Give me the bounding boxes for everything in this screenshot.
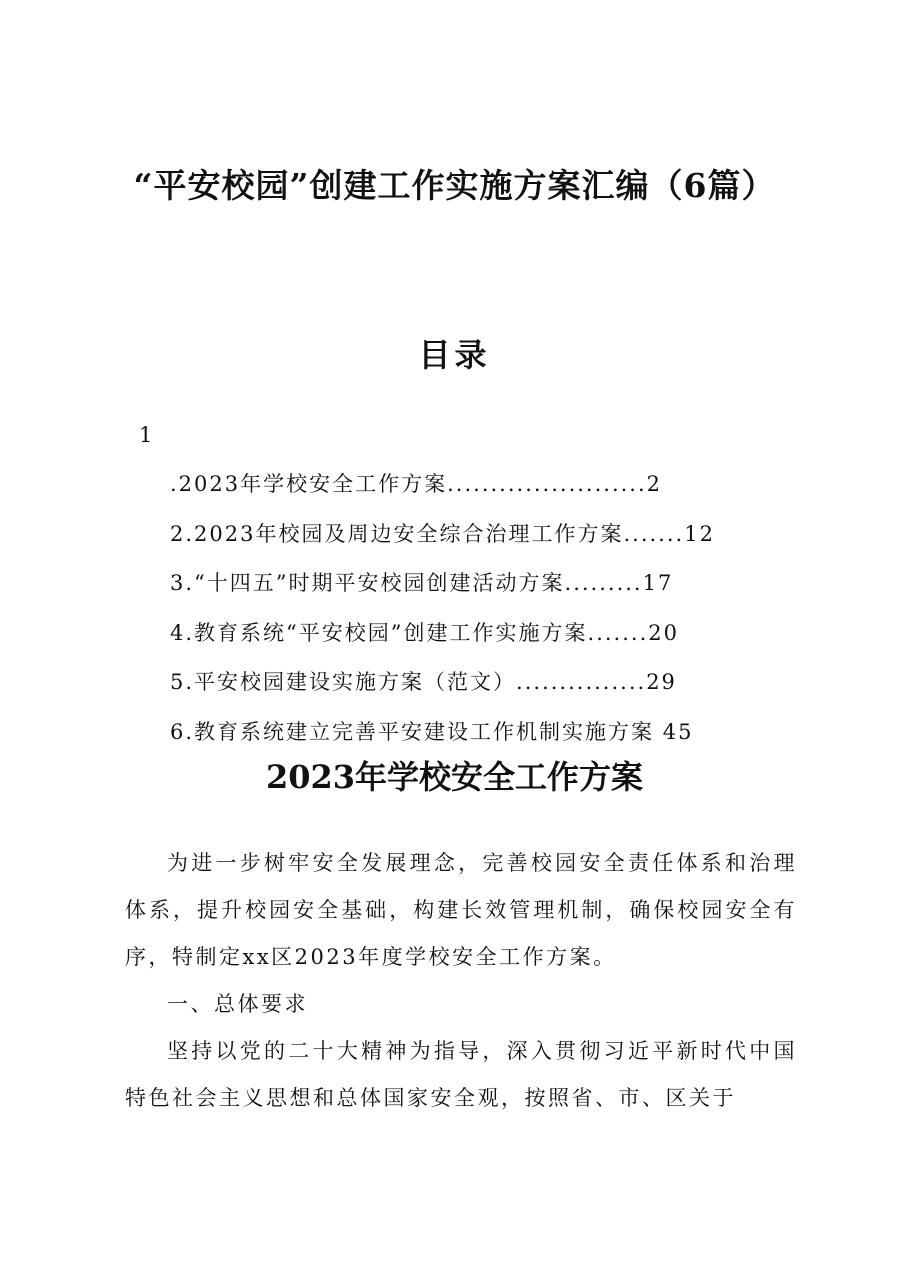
- toc-item[interactable]: [170, 466, 756, 516]
- toc-item[interactable]: [170, 664, 756, 714]
- toc-item-text: 2.2023年校园及周边安全综合治理工作方案: [170, 521, 624, 546]
- toc-stray-number: 1: [139, 423, 153, 447]
- toc-item-text: 6.教育系统建立完善平安建设工作机制实施方案: [170, 719, 655, 744]
- toc-item-leader: ...............: [516, 670, 647, 694]
- toc-list: [170, 466, 756, 763]
- toc-item[interactable]: [170, 565, 756, 615]
- toc-item-page: 20: [648, 620, 679, 645]
- toc-item-page: 45: [662, 719, 694, 744]
- toc-item[interactable]: [170, 615, 756, 665]
- body-paragraph: 坚持以党的二十大精神为指导，深入贯彻习近平新时代中国特色社会主义思想和总体国家安全观，按照省、市、区关于: [125, 1039, 797, 1110]
- toc-item-text: 5.平安校园建设实施方案（范文）: [170, 670, 517, 694]
- toc-item-page: 17: [642, 571, 674, 595]
- toc-item-leader: .........: [564, 571, 643, 595]
- body-heading: 一、总体要求: [167, 992, 308, 1016]
- toc-item-leader: [654, 720, 663, 744]
- toc-item-text: 3.“十四五”时期平安校园创建活动方案: [170, 571, 565, 595]
- section-body: [125, 840, 797, 1122]
- toc-item-text: .2023年学校安全工作方案: [170, 472, 448, 496]
- toc-heading: 目录: [418, 336, 491, 374]
- toc-item-page: 29: [646, 670, 677, 694]
- toc-item-text: 4.教育系统“平安校园”创建工作实施方案: [170, 620, 588, 645]
- toc-item-page: 2: [646, 472, 663, 496]
- body-paragraph: 为进一步树牢安全发展理念，完善校园安全责任体系和治理体系，提升校园安全基础，构建长效管理机制，确保校园安全有序，特制定xx区2023年度学校安全工作方案。: [125, 851, 797, 969]
- document-title: “平安校园”创建工作实施方案汇编（6篇）: [133, 166, 776, 205]
- toc-item-page: 12: [684, 521, 715, 546]
- toc-item[interactable]: [170, 516, 756, 566]
- section-title: 2023年学校安全工作方案: [265, 758, 644, 796]
- toc-item-leader: .......................: [447, 472, 647, 496]
- toc-item-leader: .......: [623, 521, 685, 546]
- toc-item-leader: .......: [587, 620, 649, 645]
